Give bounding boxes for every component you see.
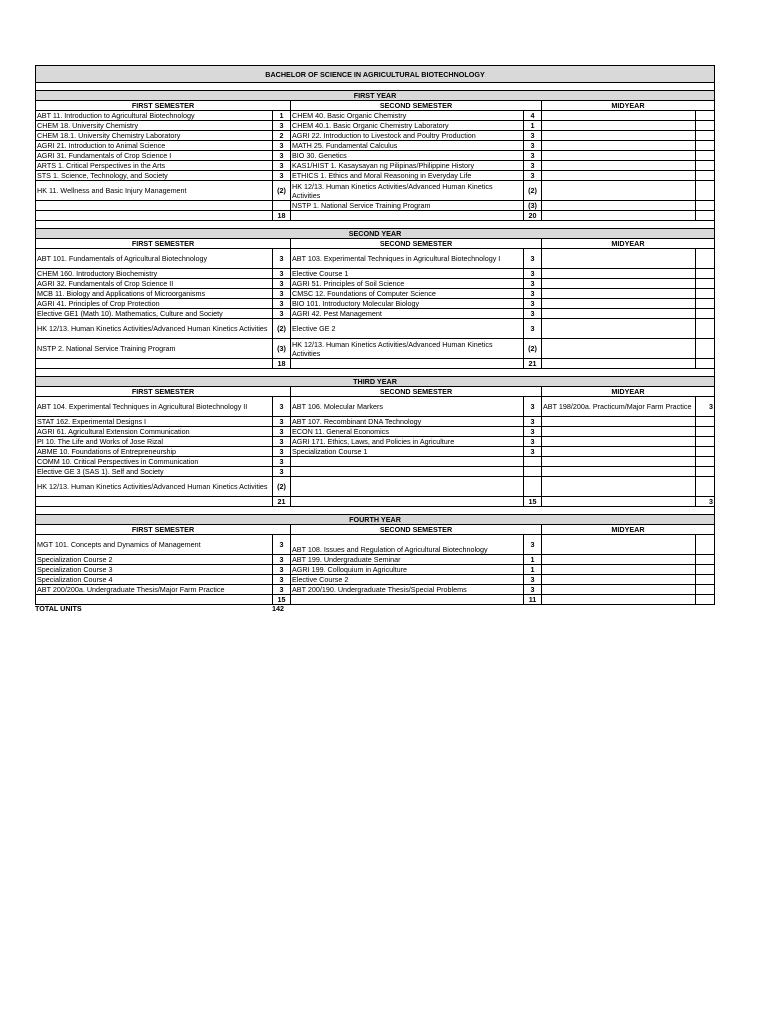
second-sem-units: 3	[524, 141, 542, 151]
second-sem-units: 1	[524, 555, 542, 565]
spacer-row	[36, 221, 715, 229]
second-sem-units: (2)	[524, 181, 542, 201]
second-sem-units: 3	[524, 427, 542, 437]
midyear-course	[542, 299, 696, 309]
total-label-cell	[291, 211, 524, 221]
second-sem-course: KAS1/HIST 1. Kasaysayan ng Pilipinas/Philippine History	[291, 161, 524, 171]
first-sem-course: CHEM 18.1. University Chemistry Laboratory	[36, 131, 273, 141]
midyear-course	[542, 565, 696, 575]
first-sem-units: (2)	[273, 181, 291, 201]
first-sem-units: 3	[273, 141, 291, 151]
midyear-course	[542, 111, 696, 121]
course-row	[36, 555, 715, 565]
midyear-units	[696, 269, 715, 279]
first-sem-course: MCB 11. Biology and Applications of Microorganisms	[36, 289, 273, 299]
second-sem-units: 3	[524, 131, 542, 141]
midyear-header: MIDYEAR	[542, 525, 715, 535]
midyear-units	[696, 447, 715, 457]
title-row	[36, 66, 715, 83]
second-sem-course: MATH 25. Fundamental Calculus	[291, 141, 524, 151]
first-sem-course: Specialization Course 3	[36, 565, 273, 575]
grand-total-value: 142	[272, 604, 284, 613]
second-sem-units: 3	[524, 171, 542, 181]
course-row	[36, 477, 715, 497]
course-row	[36, 309, 715, 319]
midyear-units	[696, 121, 715, 131]
first-sem-course: MGT 101. Concepts and Dynamics of Management	[36, 535, 273, 555]
first-sem-units: 3	[273, 269, 291, 279]
course-row	[36, 585, 715, 595]
second-sem-total: 20	[524, 211, 542, 221]
total-label-cell	[36, 595, 273, 605]
first-sem-units: 3	[273, 289, 291, 299]
midyear-course	[542, 447, 696, 457]
first-sem-total: 15	[273, 595, 291, 605]
midyear-total	[696, 211, 715, 221]
second-sem-units: 3	[524, 151, 542, 161]
second-sem-course: Elective GE 2	[291, 319, 524, 339]
curriculum-sheet	[35, 65, 714, 605]
midyear-course	[542, 477, 696, 497]
midyear-units	[696, 467, 715, 477]
second-sem-course: ABT 103. Experimental Techniques in Agricultural Biotechnology I	[291, 249, 524, 269]
grand-total-row	[35, 604, 284, 613]
first-sem-course: COMM 10. Critical Perspectives in Communication	[36, 457, 273, 467]
first-sem-course: CHEM 18. University Chemistry	[36, 121, 273, 131]
midyear-units	[696, 161, 715, 171]
course-row	[36, 319, 715, 339]
first-sem-units: 3	[273, 535, 291, 555]
course-row	[36, 131, 715, 141]
course-row	[36, 535, 715, 555]
year-header-row	[36, 377, 715, 387]
second-sem-course	[291, 457, 524, 467]
midyear-course	[542, 131, 696, 141]
second-sem-units: 3	[524, 161, 542, 171]
year-total-row	[36, 595, 715, 605]
first-sem-course: HK 12/13. Human Kinetics Activities/Advanced Human Kinetics Activities	[36, 477, 273, 497]
second-sem-course: ETHICS 1. Ethics and Moral Reasoning in Everyday Life	[291, 171, 524, 181]
second-sem-course: BIO 101. Introductory Molecular Biology	[291, 299, 524, 309]
first-sem-units: 3	[273, 467, 291, 477]
first-sem-units: (2)	[273, 477, 291, 497]
course-row	[36, 151, 715, 161]
midyear-units	[696, 131, 715, 141]
first-sem-units: (3)	[273, 339, 291, 359]
midyear-units	[696, 141, 715, 151]
course-row	[36, 111, 715, 121]
course-row	[36, 269, 715, 279]
spacer-cell	[36, 83, 715, 91]
second-sem-units: 3	[524, 299, 542, 309]
second-sem-course: BIO 30. Genetics	[291, 151, 524, 161]
midyear-units	[696, 289, 715, 299]
second-sem-units: 3	[524, 447, 542, 457]
first-sem-units: 3	[273, 555, 291, 565]
course-row	[36, 417, 715, 427]
second-sem-course: Elective Course 2	[291, 575, 524, 585]
first-sem-units: 1	[273, 111, 291, 121]
second-sem-units	[524, 477, 542, 497]
midyear-course	[542, 535, 696, 555]
second-sem-course: ABT 199. Undergraduate Seminar	[291, 555, 524, 565]
second-semester-header: SECOND SEMESTER	[291, 525, 542, 535]
semester-header-row	[36, 525, 715, 535]
course-row	[36, 279, 715, 289]
year-total-row	[36, 211, 715, 221]
second-sem-total: 15	[524, 497, 542, 507]
first-sem-course: PI 10. The Life and Works of Jose Rizal	[36, 437, 273, 447]
midyear-course	[542, 417, 696, 427]
midyear-header: MIDYEAR	[542, 101, 715, 111]
first-sem-course: ABT 104. Experimental Techniques in Agricultural Biotechnology II	[36, 397, 273, 417]
second-sem-units: 3	[524, 535, 542, 555]
course-row	[36, 565, 715, 575]
spacer-cell	[36, 221, 715, 229]
first-sem-units: (2)	[273, 319, 291, 339]
midyear-units	[696, 171, 715, 181]
midyear-course	[542, 161, 696, 171]
midyear-course	[542, 339, 696, 359]
first-sem-course: ABT 200/200a. Undergraduate Thesis/Major Farm Practice	[36, 585, 273, 595]
midyear-course	[542, 467, 696, 477]
midyear-course	[542, 585, 696, 595]
first-semester-header: FIRST SEMESTER	[36, 101, 291, 111]
first-sem-units: 3	[273, 575, 291, 585]
first-sem-total: 18	[273, 211, 291, 221]
second-sem-units: 3	[524, 319, 542, 339]
first-sem-course: HK 11. Wellness and Basic Injury Management	[36, 181, 273, 201]
first-sem-course: HK 12/13. Human Kinetics Activities/Advanced Human Kinetics Activities	[36, 319, 273, 339]
first-sem-units: 3	[273, 151, 291, 161]
semester-header-row	[36, 101, 715, 111]
second-sem-course: HK 12/13. Human Kinetics Activities/Advanced Human Kinetics Activities	[291, 339, 524, 359]
second-sem-units: (2)	[524, 339, 542, 359]
midyear-units	[696, 299, 715, 309]
total-label-cell	[542, 497, 696, 507]
second-sem-units	[524, 467, 542, 477]
midyear-units	[696, 151, 715, 161]
second-sem-course: ECON 11. General Economics	[291, 427, 524, 437]
second-semester-header: SECOND SEMESTER	[291, 387, 542, 397]
midyear-course	[542, 171, 696, 181]
second-sem-units: 3	[524, 269, 542, 279]
course-row	[36, 161, 715, 171]
year-label: SECOND YEAR	[36, 229, 715, 239]
first-sem-course: Specialization Course 4	[36, 575, 273, 585]
first-sem-course: Specialization Course 2	[36, 555, 273, 565]
course-row	[36, 427, 715, 437]
first-sem-course: ABT 101. Fundamentals of Agricultural Biotechnology	[36, 249, 273, 269]
midyear-course	[542, 151, 696, 161]
midyear-total	[696, 595, 715, 605]
midyear-units	[696, 417, 715, 427]
year-label: FOURTH YEAR	[36, 515, 715, 525]
first-sem-course: Elective GE 3 (SAS 1). Self and Society	[36, 467, 273, 477]
first-sem-units: 3	[273, 397, 291, 417]
second-sem-total: 21	[524, 359, 542, 369]
midyear-units	[696, 555, 715, 565]
midyear-course	[542, 181, 696, 201]
first-sem-course: ABME 10. Foundations of Entrepreneurship	[36, 447, 273, 457]
first-sem-units: 3	[273, 121, 291, 131]
midyear-course	[542, 437, 696, 447]
first-sem-course: ABT 11. Introduction to Agricultural Biotechnology	[36, 111, 273, 121]
course-row	[36, 141, 715, 151]
spacer-cell	[36, 369, 715, 377]
spacer-cell	[36, 507, 715, 515]
first-sem-course	[36, 201, 273, 211]
total-label-cell	[542, 359, 696, 369]
second-sem-course: ABT 107. Recombinant DNA Technology	[291, 417, 524, 427]
spacer-row	[36, 369, 715, 377]
first-sem-course: NSTP 2. National Service Training Program	[36, 339, 273, 359]
midyear-course	[542, 249, 696, 269]
midyear-units	[696, 181, 715, 201]
second-sem-units	[524, 457, 542, 467]
first-sem-total: 18	[273, 359, 291, 369]
course-row	[36, 201, 715, 211]
second-sem-course: AGRI 22. Introduction to Livestock and Poultry Production	[291, 131, 524, 141]
second-sem-course: HK 12/13. Human Kinetics Activities/Advanced Human Kinetics Activities	[291, 181, 524, 201]
semester-header-row	[36, 239, 715, 249]
second-sem-units: 1	[524, 121, 542, 131]
second-sem-units: 3	[524, 309, 542, 319]
first-semester-header: FIRST SEMESTER	[36, 387, 291, 397]
midyear-total: 3	[696, 497, 715, 507]
total-label-cell	[36, 211, 273, 221]
second-sem-course: AGRI 171. Ethics, Laws, and Policies in Agriculture	[291, 437, 524, 447]
grand-total-label: TOTAL UNITS	[35, 604, 82, 613]
midyear-course	[542, 289, 696, 299]
first-sem-units: 3	[273, 565, 291, 575]
year-header-row	[36, 515, 715, 525]
first-sem-course: CHEM 160. Introductory Biochemistry	[36, 269, 273, 279]
second-sem-course: AGRI 51. Principles of Soil Science	[291, 279, 524, 289]
midyear-course	[542, 141, 696, 151]
course-row	[36, 121, 715, 131]
second-sem-units: 3	[524, 417, 542, 427]
year-total-row	[36, 497, 715, 507]
course-row	[36, 467, 715, 477]
first-sem-total: 21	[273, 497, 291, 507]
spacer-row	[36, 83, 715, 91]
second-sem-course: CHEM 40. Basic Organic Chemistry	[291, 111, 524, 121]
first-sem-units: 3	[273, 161, 291, 171]
second-sem-units: (3)	[524, 201, 542, 211]
second-sem-total: 11	[524, 595, 542, 605]
first-sem-units	[273, 201, 291, 211]
second-sem-units: 3	[524, 437, 542, 447]
midyear-units	[696, 565, 715, 575]
course-row	[36, 249, 715, 269]
midyear-units	[696, 457, 715, 467]
midyear-units	[696, 279, 715, 289]
midyear-total	[696, 359, 715, 369]
second-sem-course: Elective Course 1	[291, 269, 524, 279]
first-sem-units: 3	[273, 437, 291, 447]
first-sem-course: AGRI 61. Agricultural Extension Communication	[36, 427, 273, 437]
course-row	[36, 447, 715, 457]
midyear-course	[542, 427, 696, 437]
first-sem-units: 3	[273, 279, 291, 289]
first-sem-units: 3	[273, 309, 291, 319]
midyear-course	[542, 201, 696, 211]
second-sem-units: 4	[524, 111, 542, 121]
spacer-row	[36, 507, 715, 515]
course-row	[36, 339, 715, 359]
total-label-cell	[291, 359, 524, 369]
first-sem-course: STS 1. Science, Technology, and Society	[36, 171, 273, 181]
course-row	[36, 299, 715, 309]
second-sem-course: ABT 200/190. Undergraduate Thesis/Special Problems	[291, 585, 524, 595]
year-header-row	[36, 91, 715, 101]
midyear-units	[696, 477, 715, 497]
second-sem-units: 3	[524, 249, 542, 269]
total-label-cell	[291, 595, 524, 605]
curriculum-table	[35, 65, 715, 605]
midyear-units	[696, 427, 715, 437]
midyear-units: 3	[696, 397, 715, 417]
total-label-cell	[542, 211, 696, 221]
second-sem-units: 3	[524, 279, 542, 289]
midyear-course	[542, 555, 696, 565]
second-sem-units: 3	[524, 289, 542, 299]
first-semester-header: FIRST SEMESTER	[36, 525, 291, 535]
first-sem-units: 3	[273, 447, 291, 457]
first-sem-course: STAT 162. Experimental Designs I	[36, 417, 273, 427]
document-title: BACHELOR OF SCIENCE IN AGRICULTURAL BIOTECHNOLOGY	[36, 66, 715, 83]
midyear-units	[696, 339, 715, 359]
midyear-course	[542, 279, 696, 289]
midyear-course	[542, 309, 696, 319]
midyear-units	[696, 575, 715, 585]
midyear-course: ABT 198/200a. Practicum/Major Farm Practice	[542, 397, 696, 417]
midyear-course	[542, 269, 696, 279]
midyear-units	[696, 309, 715, 319]
second-sem-units: 3	[524, 585, 542, 595]
midyear-units	[696, 535, 715, 555]
course-row	[36, 437, 715, 447]
first-sem-units: 2	[273, 131, 291, 141]
midyear-course	[542, 121, 696, 131]
first-sem-units: 3	[273, 171, 291, 181]
midyear-units	[696, 437, 715, 447]
midyear-header: MIDYEAR	[542, 387, 715, 397]
second-sem-units: 3	[524, 575, 542, 585]
midyear-course	[542, 319, 696, 339]
first-sem-units: 3	[273, 427, 291, 437]
first-sem-units: 3	[273, 457, 291, 467]
first-sem-course: AGRI 41. Principles of Crop Protection	[36, 299, 273, 309]
second-sem-course: Specialization Course 1	[291, 447, 524, 457]
first-sem-course: AGRI 32. Fundamentals of Crop Science II	[36, 279, 273, 289]
course-row	[36, 397, 715, 417]
first-sem-units: 3	[273, 299, 291, 309]
second-semester-header: SECOND SEMESTER	[291, 239, 542, 249]
second-sem-course: ABT 106. Molecular Markers	[291, 397, 524, 417]
first-sem-units: 3	[273, 585, 291, 595]
second-sem-units: 1	[524, 565, 542, 575]
semester-header-row	[36, 387, 715, 397]
total-label-cell	[36, 359, 273, 369]
year-label: THIRD YEAR	[36, 377, 715, 387]
first-sem-course: ARTS 1. Critical Perspectives in the Arts	[36, 161, 273, 171]
course-row	[36, 457, 715, 467]
midyear-units	[696, 249, 715, 269]
second-semester-header: SECOND SEMESTER	[291, 101, 542, 111]
course-row	[36, 289, 715, 299]
midyear-units	[696, 585, 715, 595]
second-sem-units: 3	[524, 397, 542, 417]
course-row	[36, 171, 715, 181]
midyear-units	[696, 201, 715, 211]
first-sem-course: Elective GE1 (Math 10). Mathematics, Culture and Society	[36, 309, 273, 319]
midyear-units	[696, 111, 715, 121]
second-sem-course: ABT 108. Issues and Regulation of Agricultural Biotechnology	[291, 535, 524, 555]
first-semester-header: FIRST SEMESTER	[36, 239, 291, 249]
second-sem-course: NSTP 1. National Service Training Program	[291, 201, 524, 211]
year-label: FIRST YEAR	[36, 91, 715, 101]
midyear-course	[542, 575, 696, 585]
total-label-cell	[542, 595, 696, 605]
total-label-cell	[291, 497, 524, 507]
first-sem-units: 3	[273, 249, 291, 269]
total-label-cell	[36, 497, 273, 507]
first-sem-units: 3	[273, 417, 291, 427]
course-row	[36, 575, 715, 585]
second-sem-course: AGRI 199. Colloquium in Agriculture	[291, 565, 524, 575]
second-sem-course: CHEM 40.1. Basic Organic Chemistry Laboratory	[291, 121, 524, 131]
midyear-header: MIDYEAR	[542, 239, 715, 249]
second-sem-course: AGRI 42. Pest Management	[291, 309, 524, 319]
second-sem-course	[291, 467, 524, 477]
midyear-course	[542, 457, 696, 467]
midyear-units	[696, 319, 715, 339]
first-sem-course: AGRI 21. Introduction to Animal Science	[36, 141, 273, 151]
year-header-row	[36, 229, 715, 239]
course-row	[36, 181, 715, 201]
second-sem-course	[291, 477, 524, 497]
second-sem-course: CMSC 12. Foundations of Computer Science	[291, 289, 524, 299]
first-sem-course: AGRI 31. Fundamentals of Crop Science I	[36, 151, 273, 161]
year-total-row	[36, 359, 715, 369]
